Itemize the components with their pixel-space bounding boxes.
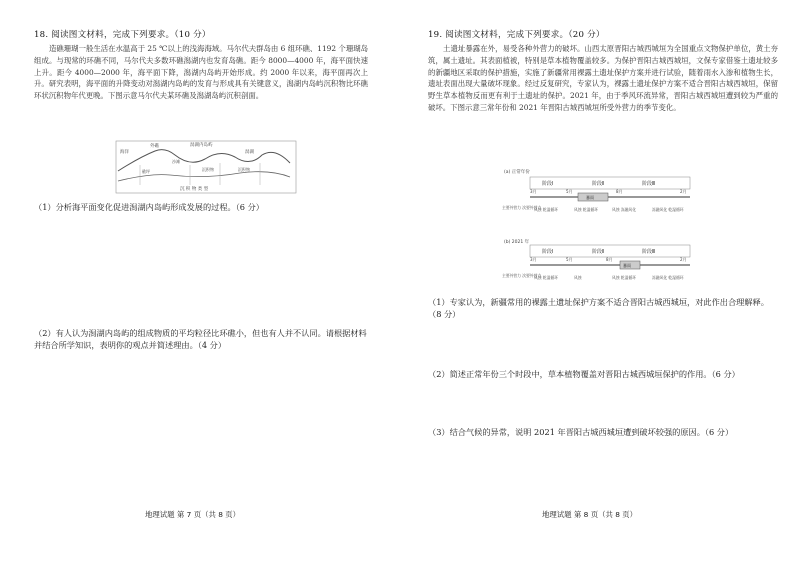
panel-b-note-3: 风蚀 乾湿循环 xyxy=(612,275,636,280)
right-page xyxy=(400,0,800,566)
fig-label-reef-flat: 礁坪 xyxy=(142,169,150,174)
panel-a-label: (a) 正常年份 xyxy=(504,170,530,175)
q19-sub1: （1）专家认为，新疆常用的裸露土遗址保护方案不适合晋阳古城西城垣，对此作出合理解释。（8 分） xyxy=(428,297,769,319)
panel-b-label: (b) 2021 年 xyxy=(504,240,530,245)
fig-label-lagoon-island: 潟湖内岛屿 xyxy=(190,143,213,148)
panel-a-note-3: 风蚀 冻融风化 xyxy=(612,207,636,212)
panel-b-note-1: 风蚀 乾湿循环 xyxy=(534,275,558,280)
panel-a-phase-2: 阶段Ⅱ xyxy=(592,181,605,187)
q18-material: 造礁珊瑚一般生活在水温高于 25 ℃以上的浅海海域。马尔代夫群岛由 6 组环礁、1192 个珊瑚岛组成。与现常的环礁不同，马尔代夫多数环礁潟湖内也发育岛礁。距今 8000—4000 年，海平面快速上升。距今 4000—2000 年，海平面下降，潟湖内岛屿开始形成。约 2000 年以来，海平面再次上升。研究表明，海平面的升降变动对潟湖内岛屿的发育与形成具有关键意义，潟湖内岛屿沉积物比环礁环状沉积物年代更晚。下图示意马尔代夫某环礁及潟湖岛屿沉积剖面。 xyxy=(34,44,368,101)
panel-a-phase-1: 阶段Ⅰ xyxy=(542,181,554,187)
fig-label-outer-reef: 外礁 xyxy=(150,144,159,149)
panel-b-bar-label: 暴雨 xyxy=(623,263,631,268)
panel-b-note-4: 冻融风化 乾湿循环 xyxy=(652,275,684,280)
q19-sub2: （2）简述正常年份三个时段中，草本植物覆盖对晋阳古城西城垣保护的作用。（6 分） xyxy=(428,369,740,379)
panel-a-note-2: 风蚀 乾湿循环 xyxy=(574,207,598,212)
panel-a-note-4: 冻融风化 乾湿循环 xyxy=(652,207,684,212)
panel-a-bar-label: 暴雨 xyxy=(586,195,594,200)
fig-label-sediment-right: 沉积物 xyxy=(238,167,250,172)
fig-label-sand: 沙滩 xyxy=(172,159,180,164)
q19-heading: 19. 阅读图文材料，完成下列要求。（20 分） xyxy=(428,30,605,40)
q18-sub1: （1）分析海平面变化促进潟湖内岛屿形成发展的过程。（6 分） xyxy=(34,202,264,212)
right-footer: 地理试题 第 8 页（共 8 页） xyxy=(542,510,638,519)
left-footer: 地理试题 第 7 页（共 8 页） xyxy=(145,510,241,519)
panel-b-month-4: 2月 xyxy=(680,257,687,262)
panel-b-side-label: 主要外营力 次要外营力 xyxy=(502,273,542,278)
panel-a-phase-3: 阶段Ⅲ xyxy=(642,181,656,187)
panel-b-phase-3: 阶段Ⅲ xyxy=(642,249,656,255)
panel-b-phase-1: 阶段Ⅰ xyxy=(542,249,554,255)
panel-b-note-2: 风蚀 xyxy=(574,275,582,280)
q19-figure-panel-b xyxy=(500,235,700,293)
panel-a-month-1: 3月 xyxy=(530,189,537,194)
panel-a-month-2: 5月 xyxy=(566,189,573,194)
q18-reef-profile-figure xyxy=(110,137,300,197)
q19-sub3: （3）结合气候的异常，说明 2021 年晋阳古城西城垣遭到破坏较强的原因。（6 分） xyxy=(428,427,734,437)
panel-a-note-1: 风蚀 乾湿循环 xyxy=(534,207,558,212)
panel-a-month-3: 8月 xyxy=(616,189,623,194)
q19-material: 土遗址暴露在外，易受各种外营力的破坏。山西太原晋阳古城西城垣为全国重点文物保护单位，黄土夯筑，属土遗址。其表面植被，特别是草本植物覆盖较多。为保护晋阳古城西城垣，文保专家借鉴土遗址较多的新疆地区采取的保护措施，实施了新疆常用裸露土遗址保护方案并进行试验，随着雨水入渗和植物生长，遗址表面出现大量破坏现象。经过反复研究，专家认为，裸露土遗址保护方案不适合晋阳古城西城垣，保留野生草本植物反而更有利于土遗址的保护。2021 年，由于季风环流异常，晋阳古城西城垣遭到较为严重的破坏。下图示意三常年份和 2021 年晋阳古城西城垣所受外营力的季节变化。 xyxy=(428,44,778,112)
panel-b-month-2: 5月 xyxy=(566,257,573,262)
q18-sub2: （2）有人认为潟湖内岛屿的组成物质的平均粒径比环礁小，但也有人并不认同。请根据材料并结合所学知识，表明你的观点并简述理由。（4 分） xyxy=(34,328,367,350)
panel-b-month-3: 8月 xyxy=(606,257,613,262)
panel-a-side-label: 主要外营力 次要外营力 xyxy=(502,205,542,210)
q19-figure-panel-a xyxy=(500,165,700,235)
panel-a-month-4: 2月 xyxy=(680,189,687,194)
fig-label-sea: 海洋 xyxy=(120,150,129,155)
fig-axis-label: 沉 积 物 类 型 xyxy=(180,187,209,192)
q18-heading: 18. 阅读图文材料，完成下列要求。（10 分） xyxy=(34,30,211,40)
panel-b-month-1: 3月 xyxy=(530,257,537,262)
fig-label-lagoon: 潟湖 xyxy=(245,150,254,155)
fig-label-sediment-left: 沉积物 xyxy=(202,167,214,172)
panel-b-phase-2: 阶段Ⅱ xyxy=(592,249,605,255)
